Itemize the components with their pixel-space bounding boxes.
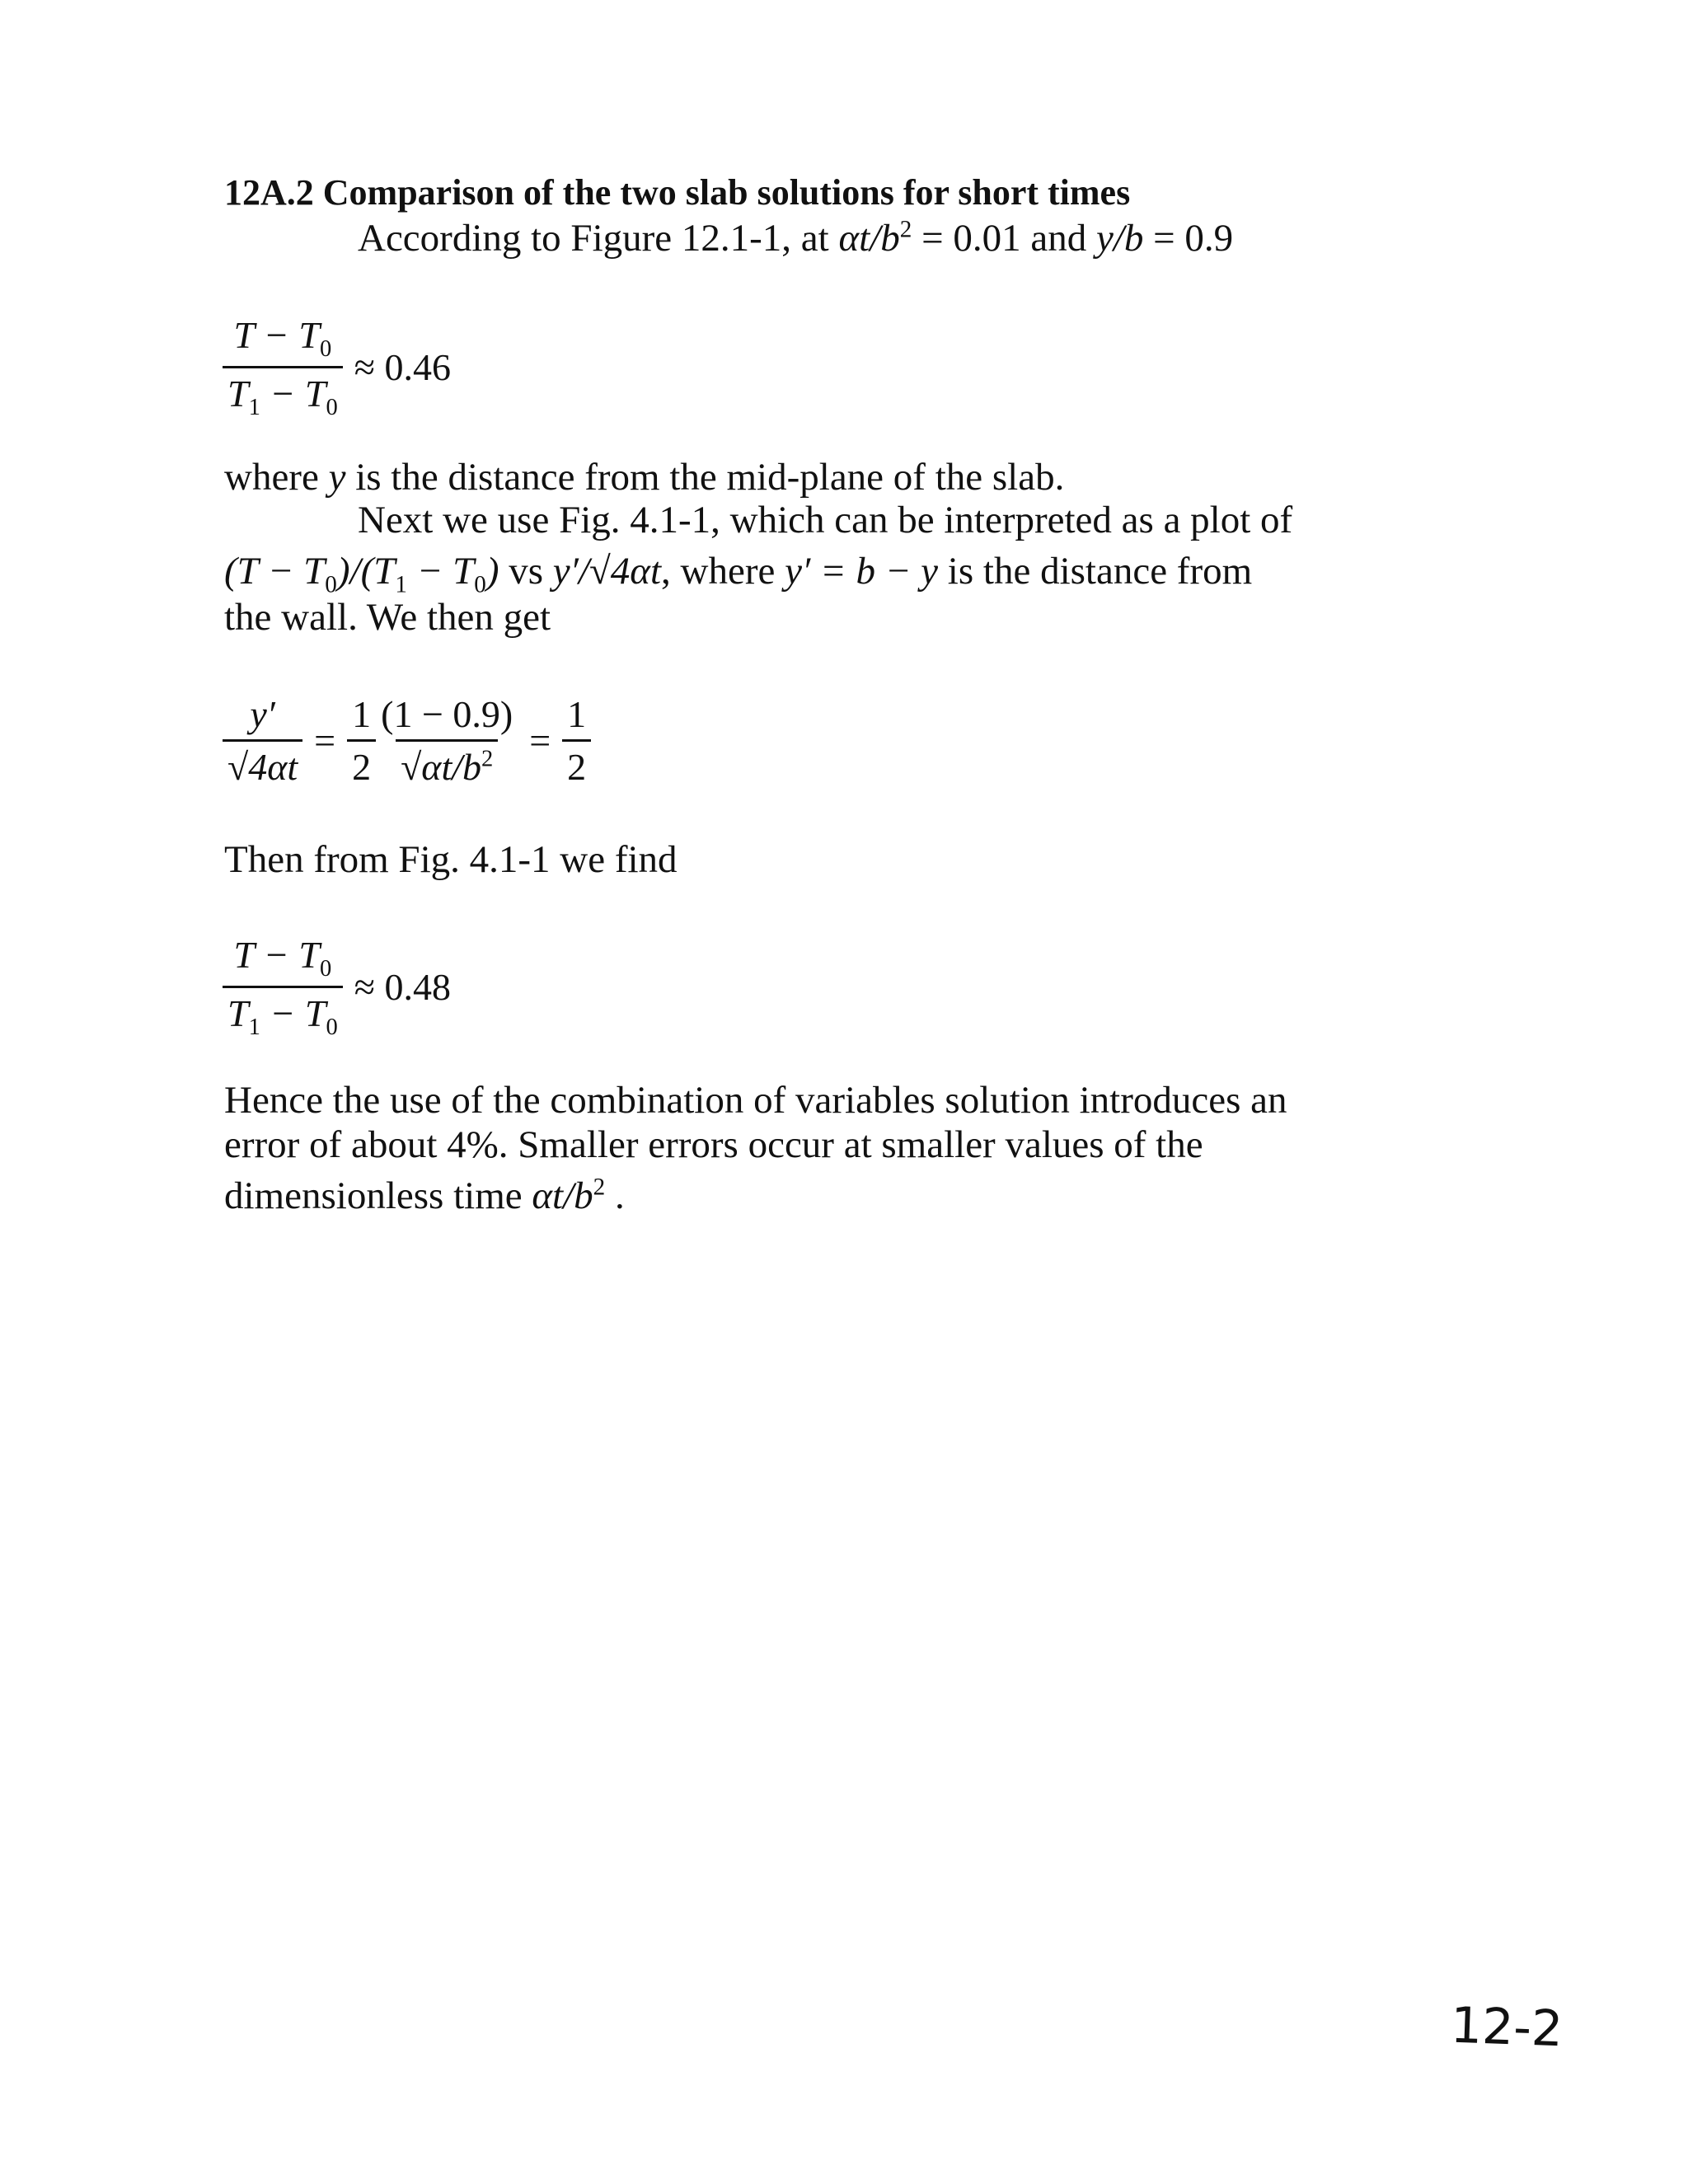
equation-2-middle: $\frac{(1 - 0.9)}{√\alpha t/b^2}$ <box>381 693 513 788</box>
intro-text: According to Figure 12.1-1, at <box>358 217 829 260</box>
equation-2-rhs: $\frac{1}{2}$ <box>562 692 591 789</box>
equation-2-equals-2: = <box>529 719 551 762</box>
equation-1-numerator: $T - T_0$ <box>233 314 332 363</box>
paragraph-2-line-3: the wall. We then get <box>224 596 551 639</box>
intro-math-1: $\alpha t/b^2$ <box>838 216 912 260</box>
conclusion-line-3: dimensionless time $\alpha t/b^2$ . <box>224 1174 625 1217</box>
equation-2-lhs: $\frac{y'}{√4\alpha t}$ <box>223 692 302 789</box>
equation-3 <box>223 933 451 1041</box>
equation-2-half: $\frac{1}{2}$ <box>347 692 376 789</box>
paragraph-2-line-1: Next we use Fig. 4.1-1, which can be interpreted as a plot of <box>358 499 1293 541</box>
intro-value-2: = 0.9 <box>1143 217 1234 260</box>
equation-3-fraction <box>223 933 343 1041</box>
equation-1-denominator: $T_1 - T_0$ <box>223 366 343 421</box>
equation-1-approx: ≈ 0.46 <box>354 346 451 389</box>
paragraph-1: where y is the distance from the mid-plane of the slab. <box>224 456 1065 499</box>
equation-2-equals-1: = <box>314 719 336 762</box>
intro-math-2: y/b <box>1095 217 1144 260</box>
equation-3-denominator: $T_1 - T_0$ <box>223 986 343 1041</box>
intro-value-1: = 0.01 <box>912 217 1021 260</box>
equation-1-fraction <box>223 313 343 421</box>
equation-3-approx: ≈ 0.48 <box>354 966 451 1009</box>
equation-1 <box>223 313 451 421</box>
intro-and: and <box>1020 217 1096 260</box>
conclusion-line-2: error of about 4%. Smaller errors occur at smaller values of the <box>224 1123 1203 1166</box>
paragraph-3: Then from Fig. 4.1-1 we find <box>224 838 678 881</box>
page-number: 12-2 <box>1449 1996 1564 2059</box>
equation-2 <box>223 692 591 789</box>
conclusion-line-1: Hence the use of the combination of variables solution introduces an <box>224 1079 1287 1122</box>
paragraph-2-line-2: $(T - T_0)/(T_1 - T_0)$ vs y′/√4αt, where y′ = b − y is the distance from <box>224 550 1253 598</box>
intro-line <box>358 216 1233 260</box>
section-heading: 12A.2 Comparison of the two slab solutions for short times <box>224 172 1131 213</box>
equation-3-numerator: $T - T_0$ <box>233 934 332 982</box>
